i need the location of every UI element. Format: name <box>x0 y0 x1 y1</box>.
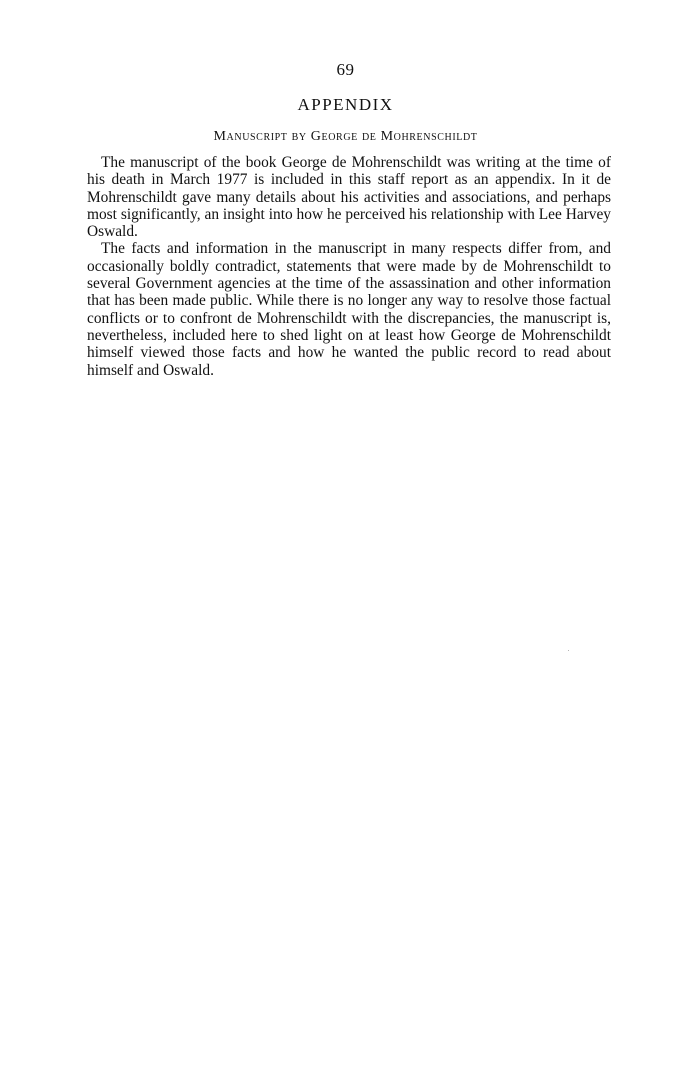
page-number: 69 <box>336 60 355 79</box>
body-text <box>87 154 611 379</box>
manuscript-subheading: Manuscript by George de Mohrenschildt <box>213 129 478 144</box>
scan-speck <box>568 650 569 651</box>
paragraph-2: The facts and information in the manuscript in many respects differ from, and occasionally boldly contradict, statements that were made by de Mohrenschildt to several Government agencies at the time of the assassination and other information that has been made public. While there is no longer any way to resolve those factual conflicts or to confront de Mohrenschildt with the discrepancies, the manuscript is, nevertheless, included here to shed light on at least how George de Mohrenschildt himself viewed those facts and how he wanted the public record to read about himself and Oswald. <box>87 240 611 379</box>
appendix-heading: APPENDIX <box>297 95 394 114</box>
paragraph-1: The manuscript of the book George de Mohrenschildt was writing at the time of his death in March 1977 is included in this staff report as an appendix. In it de Mohrenschildt gave many details about his activities and associations, and perhaps most significantly, an insight into how he perceived his relationship with Lee Harvey Oswald. <box>87 154 611 241</box>
